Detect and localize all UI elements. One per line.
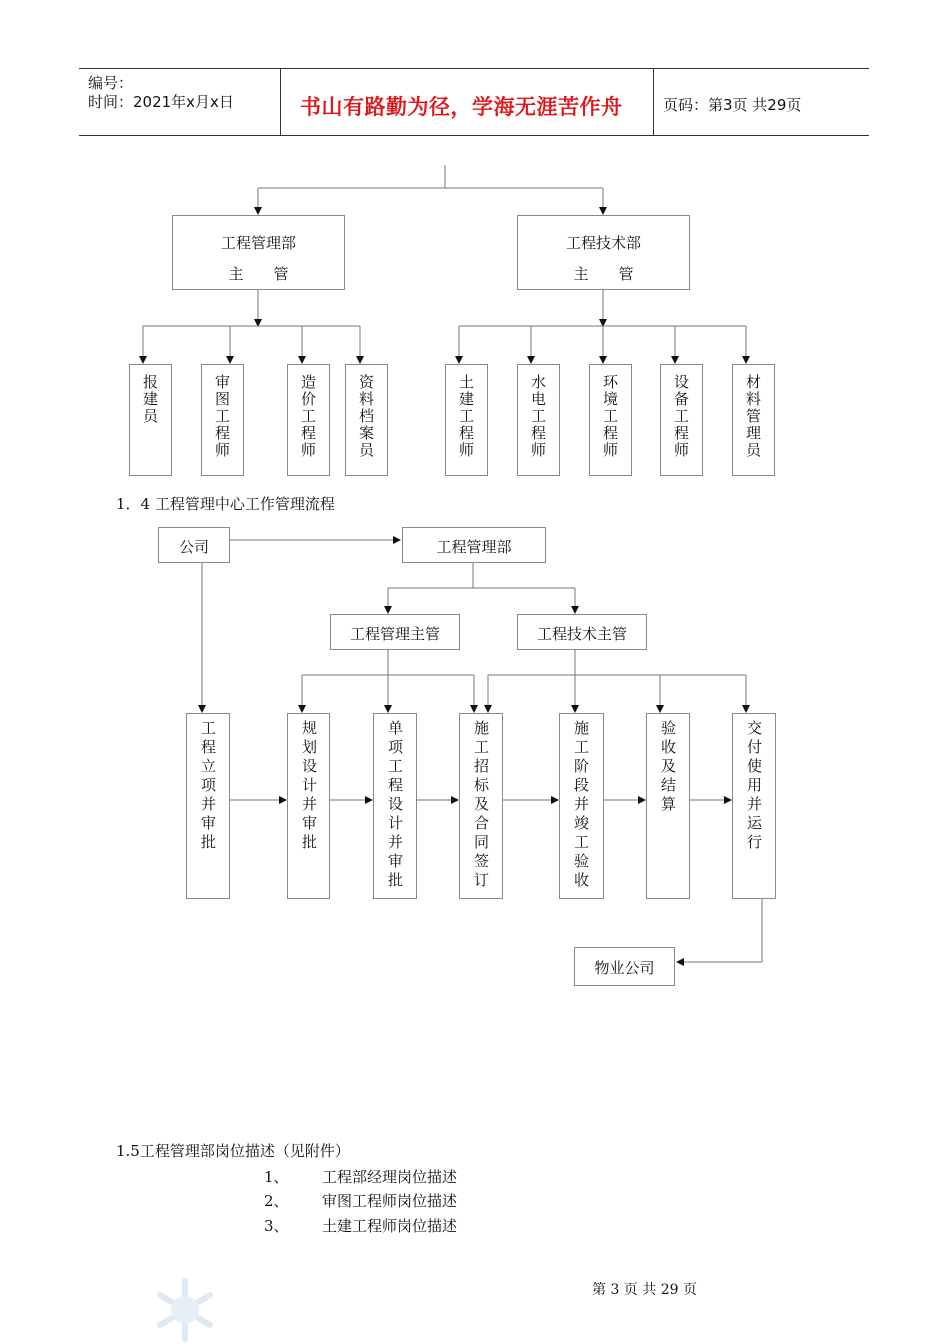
org-staff-box (287, 364, 330, 476)
org-staff-label: 环境工程师 (601, 374, 619, 459)
flow-mgmt-supervisor-label: 工程管理主管 (349, 625, 440, 643)
list-item-text: 工程部经理岗位描述 (322, 1168, 458, 1186)
snowflake-watermark-icon (150, 1276, 220, 1342)
org-dept-tech-role: 主 管 (573, 265, 634, 283)
org-staff-label: 报建员 (141, 374, 159, 425)
flow-step-label: 规划设计并审批 (300, 720, 318, 853)
flow-step-box (186, 713, 230, 899)
flow-step-label: 交付使用并运行 (745, 720, 763, 853)
flow-step-box (287, 713, 330, 899)
org-staff-label: 造价工程师 (299, 374, 317, 459)
list-item-number: 1、 (264, 1168, 289, 1186)
header-number-label: 编号： (88, 74, 134, 92)
org-staff-label: 审图工程师 (213, 374, 231, 459)
flow-dept-label: 工程管理部 (436, 538, 512, 556)
flow-mgmt-supervisor-box (330, 614, 460, 650)
list-item-text: 土建工程师岗位描述 (322, 1217, 458, 1235)
flow-step-label: 单项工程设计并审批 (386, 720, 404, 891)
flow-step-label: 施工阶段并竣工验收 (572, 720, 590, 891)
flow-step-box (559, 713, 604, 899)
org-dept-mgmt-role: 主 管 (228, 265, 289, 283)
flow-property-box (574, 947, 675, 986)
org-staff-box (589, 364, 632, 476)
flow-step-box (732, 713, 776, 899)
org-staff-label: 资料档案员 (357, 374, 375, 459)
flow-company-label: 公司 (178, 538, 209, 556)
flow-tech-supervisor-label: 工程技术主管 (536, 625, 627, 643)
org-dept-mgmt-name: 工程管理部 (220, 234, 296, 252)
flow-step-box (373, 713, 417, 899)
section-1-5-title: 1.5工程管理部岗位描述（见附件） (116, 1142, 350, 1160)
flow-tech-supervisor-box (517, 614, 647, 650)
flow-company-box (158, 527, 230, 563)
flow-property-label: 物业公司 (594, 959, 655, 977)
list-item-text: 审图工程师岗位描述 (322, 1192, 458, 1210)
flow-step-box (646, 713, 690, 899)
header-date-label: 时间：2021年x月x日 (88, 93, 234, 111)
org-staff-box (732, 364, 775, 476)
org-staff-box (445, 364, 488, 476)
org-staff-label: 材料管理员 (744, 374, 762, 459)
footer-page-number: 第 3 页 共 29 页 (592, 1282, 697, 1298)
org-staff-box (129, 364, 172, 476)
header-page-label: 页码：第3页 共29页 (663, 96, 802, 114)
org-staff-label: 土建工程师 (457, 374, 475, 459)
org-staff-box (660, 364, 703, 476)
org-dept-tech-box (517, 215, 690, 290)
header-motto: 书山有路勤为径，学海无涯苦作舟 (300, 95, 623, 119)
flow-step-label: 施工招标及合同签订 (472, 720, 490, 891)
org-staff-label: 设备工程师 (672, 374, 690, 459)
org-staff-box (517, 364, 560, 476)
section-1-4-title: 1．4 工程管理中心工作管理流程 (116, 495, 335, 513)
org-dept-tech-name: 工程技术部 (565, 234, 641, 252)
org-staff-box (201, 364, 244, 476)
flow-dept-box (402, 527, 546, 563)
org-staff-box (345, 364, 388, 476)
list-item-number: 2、 (264, 1192, 289, 1210)
flow-step-label: 工程立项并审批 (199, 720, 217, 853)
org-staff-label: 水电工程师 (529, 374, 547, 459)
list-item-number: 3、 (264, 1217, 289, 1235)
org-dept-mgmt-box (172, 215, 345, 290)
flow-step-label: 验收及结算 (659, 720, 677, 815)
flow-step-box (459, 713, 503, 899)
